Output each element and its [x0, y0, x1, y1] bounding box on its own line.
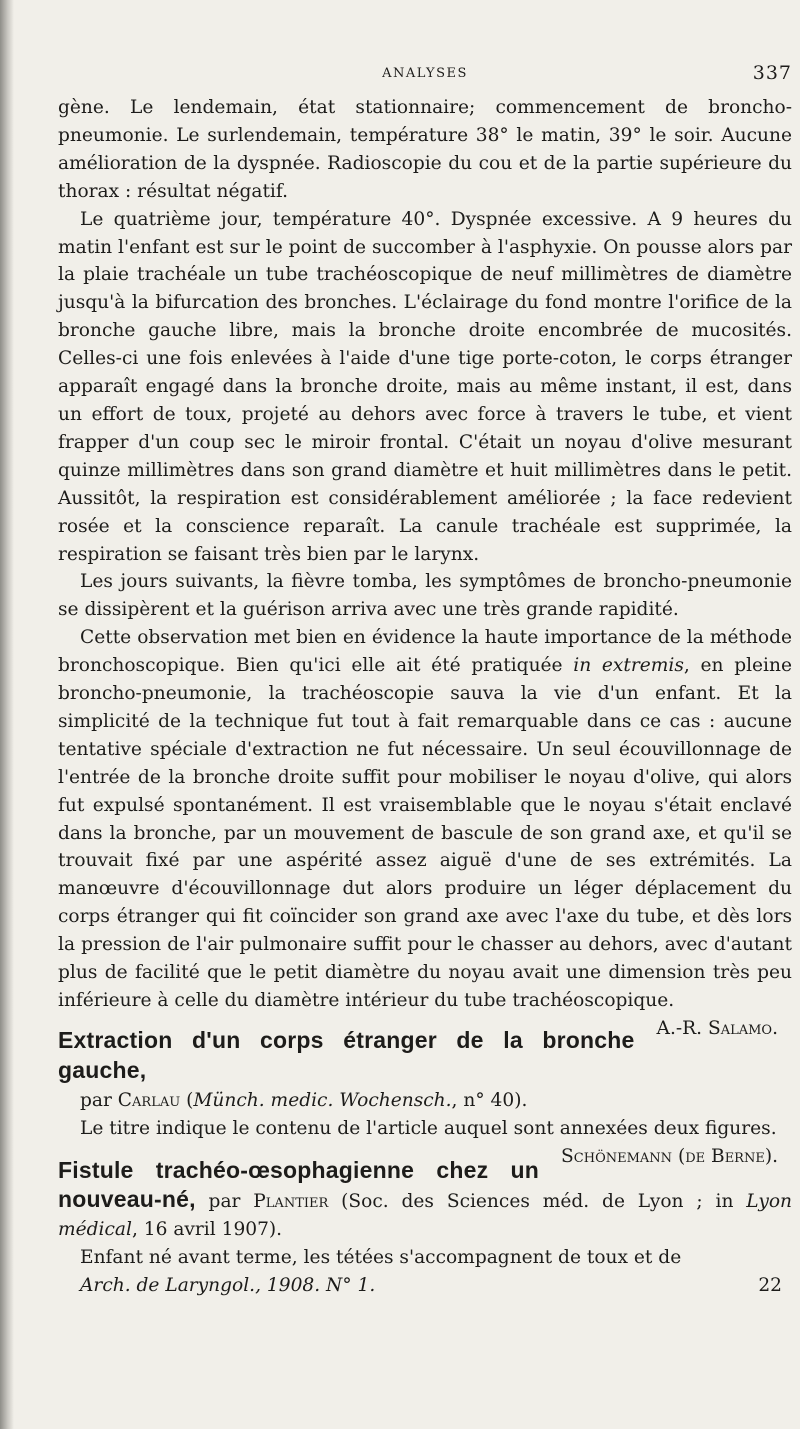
section-1-source: Münch. medic. Wochensch.	[193, 1089, 452, 1111]
section-1-source-rest: , n° 40).	[451, 1089, 528, 1111]
footer-journal: Arch. de Laryngol., 1908. N° 1.	[80, 1275, 376, 1297]
running-head	[58, 62, 792, 88]
section-2-heading: Fistule trachéo-œsophagienne chez un nouveau-né,	[58, 1156, 540, 1213]
paragraph-4-end: , en pleine broncho-pneumonie, la trachéoscopie sauva la vie d'un enfant. Et la simplicité de la technique fut tout à fait remarquable dans ce cas : aucune tentative spéciale d'extraction ne fut nécessaire. Un seul écouvillonnage de l'entrée de la bronche droite suffit pour mobiliser le noyau d'olive, qui alors fut expulsé spontanément. Il est vraisemblable que le noyau s'était enclavé dans la bronche, par un mouvement de bascule de son grand axe, et qu'il se trouvait fixé par une aspérité assez aiguë d'une de ses extrémités. La manœuvre d'écouvillonnage dut alors produire un léger déplacement du corps étranger qui fit coïncider son grand axe avec l'axe du tube, et dès lors la pression de l'air pulmonaire suffit pour le chasser au dehors, avec d'autant plus de facilité que le petit diamètre du noyau avait une dimension très peu inférieure à celle du diamètre intérieur du tube trachéoscopique.	[58, 655, 792, 1011]
body-text	[58, 94, 792, 1300]
section-1-byline	[58, 1087, 792, 1115]
page-edge-shadow	[0, 0, 14, 1429]
section-2-source-b: Lyon médical	[58, 1191, 792, 1241]
running-head-title: ANALYSES	[382, 66, 468, 81]
paragraph-1: gène. Le lendemain, état stationnaire; commencement de broncho-pneumonie. Le surlendemain, température 38° le matin, 39° le soir. Aucune amélioration de la dyspnée. Radioscopie du cou et de la partie supérieure du thorax : résultat négatif.	[58, 97, 792, 202]
paragraph-3: Les jours suivants, la fièvre tomba, les symptômes de broncho-pneumonie se dissipèrent et la guérison arriva avec une très grande rapidité.	[58, 571, 792, 621]
section-1-source-open: (	[180, 1089, 194, 1111]
section-1-heading: Extraction d'un corps étranger de la bronche gauche,	[58, 1026, 635, 1083]
section-2-source-a: (Soc. des Sciences méd. de Lyon ; in	[328, 1191, 747, 1213]
signature-salamo: A.-R. Salamo.	[656, 1017, 778, 1039]
section-1-text	[58, 1115, 792, 1167]
footer-line	[58, 1272, 792, 1300]
paragraph-4-start: Cette observation met bien en évidence la haute importance de la méthode bronchoscopique. Bien qu'ici elle ait été pratiquée	[58, 627, 792, 677]
footer-sheet-number: 22	[758, 1275, 782, 1297]
section-1-byline-prefix: par	[80, 1089, 118, 1111]
section-2-text: Enfant né avant terme, les tétées s'accompagnent de toux et de	[80, 1247, 682, 1269]
section-fistule	[58, 1157, 792, 1301]
signature-schonemann: Schönemann (de Berne).	[561, 1145, 778, 1167]
page-number: 337	[752, 62, 792, 84]
section-2-byline-prefix: par	[195, 1191, 254, 1213]
paragraph-4-latin-phrase: in extremis	[573, 655, 684, 677]
section-1-text-content: Le titre indique le contenu de l'article auquel sont annexées deux figures.	[80, 1117, 777, 1139]
section-1-author: Carlau	[117, 1089, 181, 1111]
section-2-author: Plantier	[253, 1191, 329, 1213]
section-2-source-c: , 16 avril 1907).	[131, 1219, 283, 1241]
section-extraction	[58, 1026, 792, 1167]
paragraph-4	[58, 624, 792, 1039]
paragraph-2: Le quatrième jour, température 40°. Dyspnée excessive. A 9 heures du matin l'enfant est sur le point de succomber à l'asphyxie. On pousse alors par la plaie trachéale un tube trachéoscopique de neuf millimètres de diamètre jusqu'à la bifurcation des bronches. L'éclairage du fond montre l'orifice de la bronche gauche libre, mais la bronche droite encombrée de mucosités. Celles-ci une fois enlevées à l'aide d'une tige porte-coton, le corps étranger apparaît engagé dans la bronche droite, mais au même instant, il est, dans un effort de toux, projeté au dehors avec force à travers le tube, et vient frapper d'un coup sec le miroir frontal. C'était un noyau d'olive mesurant quinze millimètres dans son grand diamètre et huit millimètres dans le petit. Aussitôt, la respiration est considérablement améliorée ; la face redevient rosée et la conscience reparaît. La canule trachéale est supprimée, la respiration se faisant très bien par le larynx.	[58, 208, 792, 565]
